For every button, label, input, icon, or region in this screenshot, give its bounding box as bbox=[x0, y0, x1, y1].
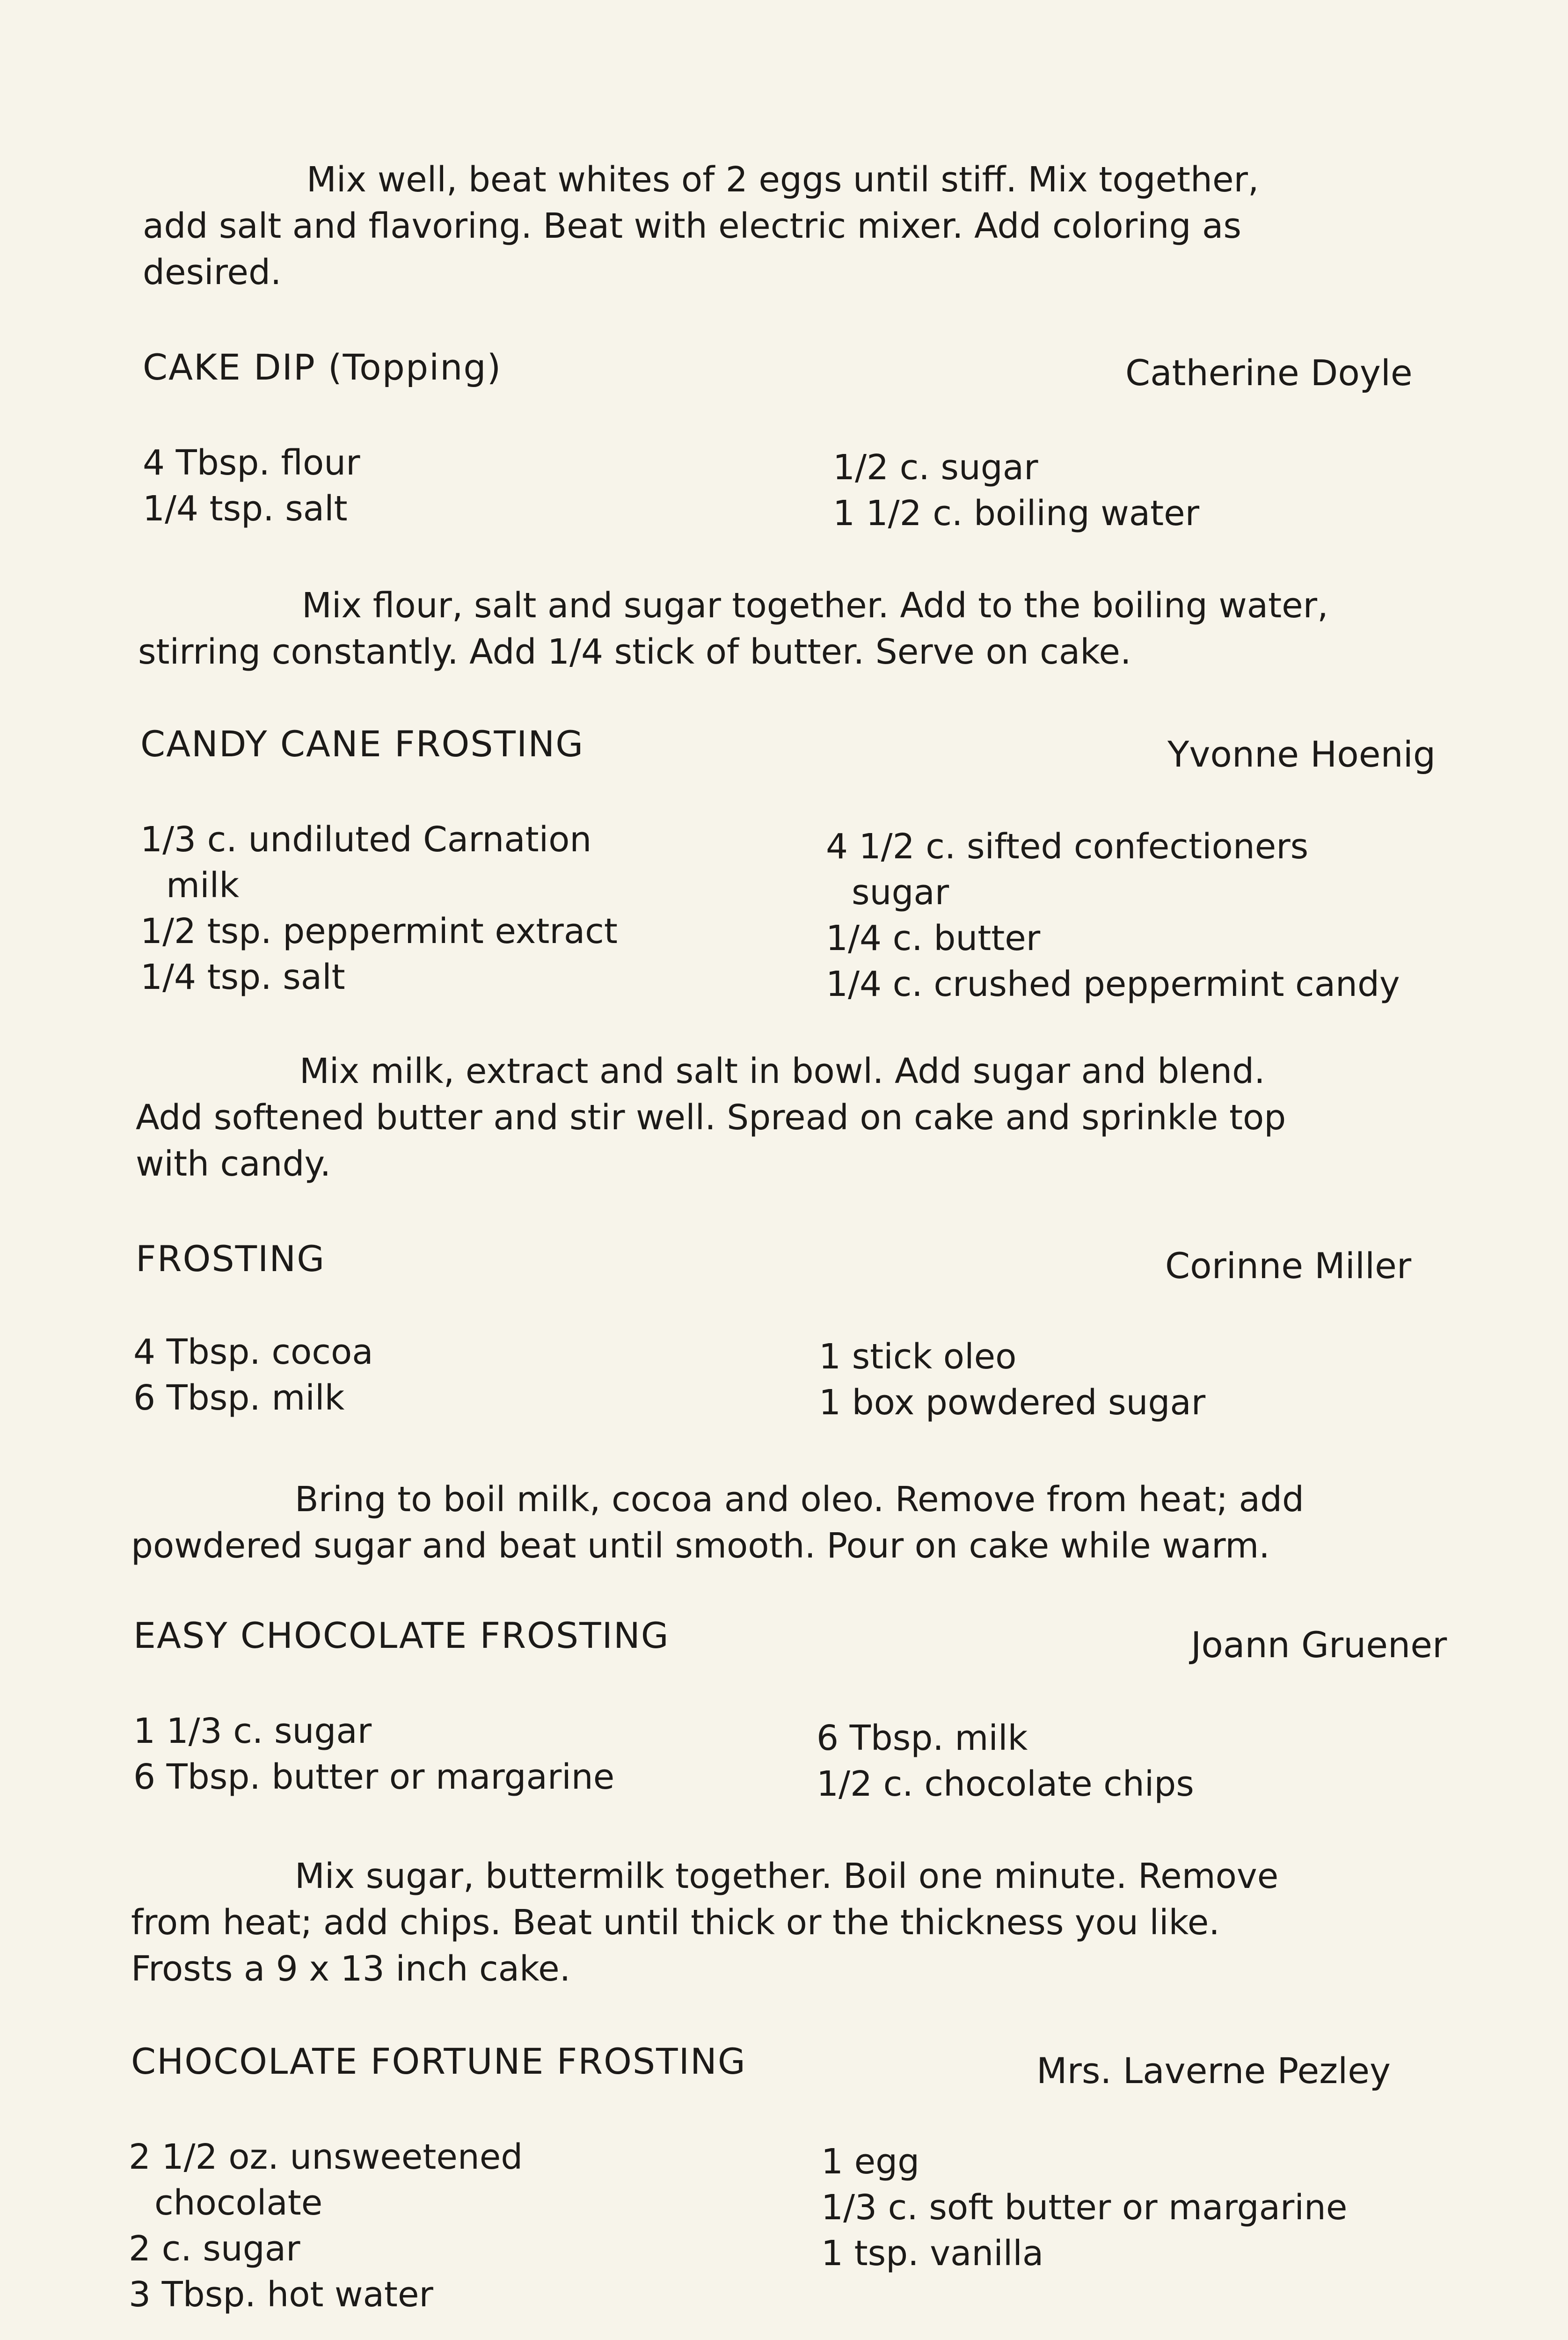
ingredient: 1/4 c. crushed peppermint candy bbox=[826, 964, 1400, 1004]
ingredient: 1 tsp. vanilla bbox=[821, 2233, 1044, 2274]
recipe-author-cake-dip: Catherine Doyle bbox=[1125, 352, 1413, 394]
recipe-author-easy-chocolate-frosting: Joann Gruener bbox=[1191, 1624, 1447, 1666]
ingredient: 4 Tbsp. flour bbox=[143, 443, 360, 483]
ingredient-continued: milk bbox=[166, 865, 240, 906]
ingredient: 6 Tbsp. butter or margarine bbox=[133, 1757, 615, 1797]
recipe-title-cake-dip: CAKE DIP (Topping) bbox=[143, 346, 502, 388]
ingredient: 2 c. sugar bbox=[129, 2229, 300, 2269]
directions-cake-dip bbox=[138, 583, 1518, 675]
directions-line: from heat; add chips. Beat until thick or the thickness you like. bbox=[131, 1902, 1220, 1943]
recipe-title-frosting: FROSTING bbox=[136, 1238, 326, 1280]
directions-line: with candy. bbox=[136, 1144, 331, 1184]
ingredient: 4 1/2 c. sifted confectioners bbox=[826, 826, 1309, 867]
ingredients-right-candy-cane-frosting bbox=[826, 824, 1400, 1007]
recipe-title-chocolate-fortune-frosting: CHOCOLATE FORTUNE FROSTING bbox=[131, 2040, 746, 2082]
ingredient: 3 Tbsp. hot water bbox=[129, 2274, 433, 2315]
ingredient: 6 Tbsp. milk bbox=[133, 1378, 345, 1418]
ingredient-continued: chocolate bbox=[154, 2183, 323, 2223]
ingredient: 1/2 tsp. peppermint extract bbox=[140, 911, 618, 951]
recipe-title-candy-cane-frosting: CANDY CANE FROSTING bbox=[140, 723, 584, 765]
intro-line: add salt and flavoring. Beat with electric mixer. Add coloring as bbox=[143, 206, 1241, 246]
ingredients-left-frosting bbox=[133, 1329, 373, 1421]
directions-line: stirring constantly. Add 1/4 stick of butter. Serve on cake. bbox=[138, 632, 1131, 672]
ingredient: 1 1/2 c. boiling water bbox=[833, 493, 1200, 534]
ingredient: 2 1/2 oz. unsweetened bbox=[129, 2137, 523, 2177]
ingredients-right-cake-dip bbox=[833, 445, 1199, 536]
recipe-author-candy-cane-frosting: Yvonne Hoenig bbox=[1167, 733, 1436, 775]
intro-paragraph bbox=[143, 157, 1500, 296]
recipe-title-easy-chocolate-frosting: EASY CHOCOLATE FROSTING bbox=[133, 1615, 670, 1656]
ingredient: 1/3 c. soft butter or margarine bbox=[821, 2187, 1348, 2228]
recipe-author-frosting: Corinne Miller bbox=[1165, 1245, 1412, 1287]
intro-line: desired. bbox=[143, 252, 282, 292]
ingredient: 1/2 c. sugar bbox=[833, 447, 1038, 488]
ingredient-continued: sugar bbox=[852, 872, 949, 913]
directions-line: Frosts a 9 x 13 inch cake. bbox=[131, 1949, 571, 1989]
directions-frosting bbox=[131, 1477, 1516, 1569]
ingredients-right-chocolate-fortune-frosting bbox=[821, 2139, 1347, 2276]
ingredients-left-easy-chocolate-frosting bbox=[133, 1708, 614, 1800]
directions-first-line: Bring to boil milk, cocoa and oleo. Remove from heat; add bbox=[295, 1479, 1304, 1520]
ingredient: 1 box powdered sugar bbox=[819, 1382, 1206, 1423]
ingredients-left-chocolate-fortune-frosting bbox=[129, 2134, 523, 2318]
ingredient: 1/2 c. chocolate chips bbox=[817, 1764, 1194, 1804]
ingredient: 1 1/3 c. sugar bbox=[133, 1711, 372, 1751]
ingredients-left-cake-dip bbox=[143, 440, 360, 532]
directions-candy-cane-frosting bbox=[136, 1048, 1516, 1187]
ingredients-right-easy-chocolate-frosting bbox=[817, 1715, 1194, 1807]
ingredient: 1 stick oleo bbox=[819, 1337, 1017, 1377]
ingredient: 1/4 c. butter bbox=[826, 918, 1041, 958]
recipe-author-chocolate-fortune-frosting: Mrs. Laverne Pezley bbox=[1036, 2050, 1391, 2091]
directions-easy-chocolate-frosting bbox=[131, 1853, 1525, 1992]
ingredient: 1/4 tsp. salt bbox=[140, 957, 345, 997]
directions-first-line: Mix flour, salt and sugar together. Add to the boiling water, bbox=[302, 585, 1328, 626]
ingredient: 1/4 tsp. salt bbox=[143, 489, 348, 529]
ingredients-left-candy-cane-frosting bbox=[140, 817, 618, 1000]
ingredient: 4 Tbsp. cocoa bbox=[133, 1332, 373, 1372]
ingredients-right-frosting bbox=[819, 1334, 1205, 1426]
directions-first-line: Mix sugar, buttermilk together. Boil one minute. Remove bbox=[295, 1856, 1279, 1896]
ingredient: 6 Tbsp. milk bbox=[817, 1718, 1028, 1758]
directions-first-line: Mix milk, extract and salt in bowl. Add sugar and blend. bbox=[299, 1051, 1265, 1091]
ingredient: 1 egg bbox=[821, 2142, 920, 2182]
directions-line: Add softened butter and stir well. Spread on cake and sprinkle top bbox=[136, 1097, 1286, 1138]
ingredient: 1/3 c. undiluted Carnation bbox=[140, 819, 592, 860]
intro-indent-line: Mix well, beat whites of 2 eggs until stiff. Mix together, bbox=[306, 160, 1259, 200]
directions-line: powdered sugar and beat until smooth. Pour on cake while warm. bbox=[131, 1526, 1270, 1566]
